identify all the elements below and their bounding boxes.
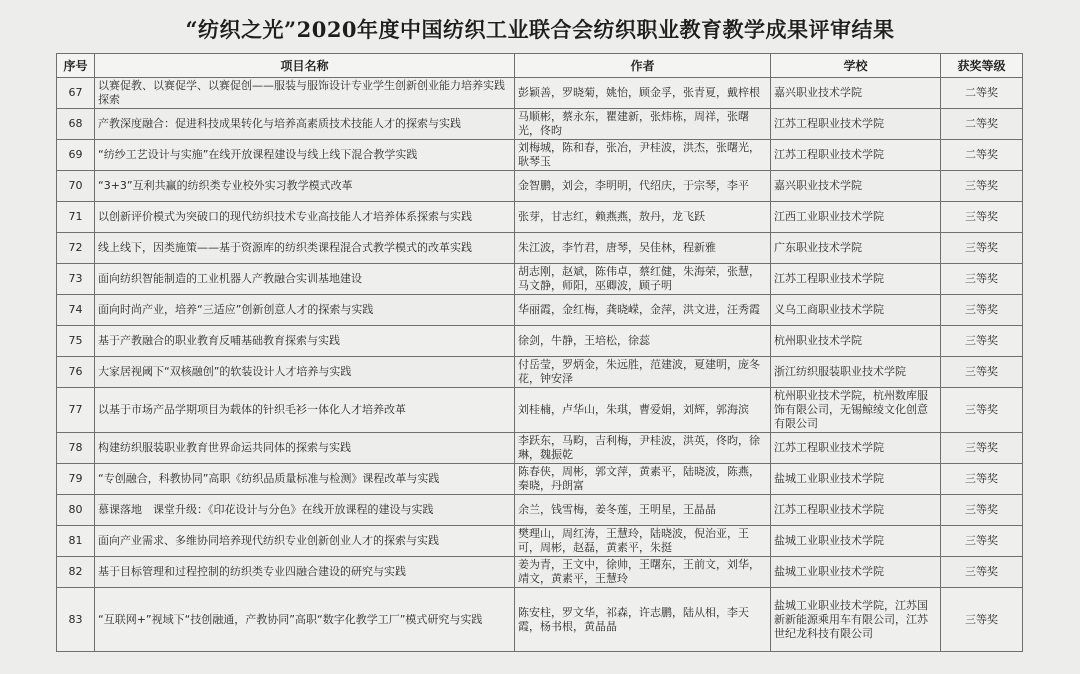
row-author: 金智鹏，刘会，李明明，代绍庆，于宗琴，李平: [515, 171, 771, 202]
row-grade: 三等奖: [941, 433, 1023, 464]
row-school: 盐城工业职业技术学院: [771, 557, 941, 588]
row-grade: 三等奖: [941, 464, 1023, 495]
row-project-name: “互联网+”视域下“技创融通，产教协同”高职“数字化教学工厂”模式研究与实践: [95, 588, 515, 652]
table-body: [57, 78, 1023, 652]
row-author: 陈春侠，周彬，郭文萍，黄素平，陆晓波，陈燕，秦晓，丹朗富: [515, 464, 771, 495]
row-author: 余兰，钱雪梅，姜冬莲，王明星，王晶晶: [515, 495, 771, 526]
row-no: 69: [57, 140, 95, 171]
row-grade: 三等奖: [941, 264, 1023, 295]
row-project-name: 大家居视阈下“双核融创”的软装设计人才培养与实践: [95, 357, 515, 388]
row-school: 江苏工程职业技术学院: [771, 495, 941, 526]
row-school: 江苏工程职业技术学院: [771, 433, 941, 464]
header-author: 作者: [515, 54, 771, 78]
row-grade: 三等奖: [941, 557, 1023, 588]
row-author: 姜为青，王文中，徐帅，王曙东，王前文，刘华，靖文，黄素平，王慧玲: [515, 557, 771, 588]
row-project-name: 基于产教融合的职业教育反哺基础教育探索与实践: [95, 326, 515, 357]
table-row: [57, 171, 1023, 202]
row-no: 80: [57, 495, 95, 526]
row-project-name: 以基于市场产品学期项目为载体的针织毛衫一体化人才培养改革: [95, 388, 515, 433]
table-row: [57, 202, 1023, 233]
row-author: 朱江波，李竹君，唐琴，吴佳林，程新雅: [515, 233, 771, 264]
row-grade: 三等奖: [941, 388, 1023, 433]
row-grade: 三等奖: [941, 326, 1023, 357]
row-grade: 二等奖: [941, 78, 1023, 109]
table-row: [57, 295, 1023, 326]
row-no: 74: [57, 295, 95, 326]
row-grade: 二等奖: [941, 140, 1023, 171]
row-no: 70: [57, 171, 95, 202]
row-school: 杭州职业技术学院，杭州数库服饰有限公司，无锡鲸绫文化创意有限公司: [771, 388, 941, 433]
row-author: 陈安柱，罗文华，祁森，许志鹏，陆从相，李天霞，杨书根，黄晶晶: [515, 588, 771, 652]
row-author: 华丽霞，金红梅，龚晓嵘，金萍，洪文进，汪秀霞: [515, 295, 771, 326]
row-author: 胡志刚，赵斌，陈伟卓，蔡红健，朱海荣，张慧，马文静，师阳，巫卿波，顾子明: [515, 264, 771, 295]
row-grade: 三等奖: [941, 495, 1023, 526]
row-school: 盐城工业职业技术学院，江苏国新新能源乘用车有限公司，江苏世纪龙科技有限公司: [771, 588, 941, 652]
row-grade: 三等奖: [941, 295, 1023, 326]
row-author: 樊理山，周红涛，王慧玲，陆晓波，倪治亚，王可，周彬，赵磊，黄素平，朱挺: [515, 526, 771, 557]
row-project-name: 慕课落地 课堂升级：《印花设计与分色》在线开放课程的建设与实践: [95, 495, 515, 526]
row-no: 75: [57, 326, 95, 357]
row-project-name: 以赛促教、以赛促学、以赛促创——服装与服饰设计专业学生创新创业能力培养实践探索: [95, 78, 515, 109]
row-author: 刘梅城，陈和春，张冶，尹桂波，洪杰，张曙光，耿琴玉: [515, 140, 771, 171]
row-project-name: 产教深度融合：促进科技成果转化与培养高素质技术技能人才的探索与实践: [95, 109, 515, 140]
table-row: [57, 233, 1023, 264]
row-author: 张芽，甘志红，赖燕燕，敖丹，龙飞跃: [515, 202, 771, 233]
row-no: 77: [57, 388, 95, 433]
table-row: [57, 464, 1023, 495]
row-project-name: “3+3”互利共赢的纺织类专业校外实习教学模式改革: [95, 171, 515, 202]
row-grade: 三等奖: [941, 526, 1023, 557]
row-grade: 三等奖: [941, 202, 1023, 233]
table-row: [57, 557, 1023, 588]
table-row: [57, 433, 1023, 464]
row-project-name: 面向产业需求、多维协同培养现代纺织专业创新创业人才的探索与实践: [95, 526, 515, 557]
row-no: 72: [57, 233, 95, 264]
row-author: 马顺彬，蔡永东，瞿建新，张炜栋，周祥，张曙光，佟昀: [515, 109, 771, 140]
header-grade: 获奖等级: [941, 54, 1023, 78]
row-school: 江苏工程职业技术学院: [771, 264, 941, 295]
row-no: 68: [57, 109, 95, 140]
row-school: 盐城工业职业技术学院: [771, 464, 941, 495]
row-project-name: 基于目标管理和过程控制的纺织类专业四融合建设的研究与实践: [95, 557, 515, 588]
row-author: 刘桂楠，卢华山，朱琪，曹爱娟，刘辉，郭海滨: [515, 388, 771, 433]
header-project-name: 项目名称: [95, 54, 515, 78]
header-row: [57, 54, 1023, 78]
row-grade: 二等奖: [941, 109, 1023, 140]
table-row: [57, 526, 1023, 557]
table-header: [57, 54, 1023, 78]
row-no: 79: [57, 464, 95, 495]
row-school: 义乌工商职业技术学院: [771, 295, 941, 326]
row-no: 73: [57, 264, 95, 295]
row-no: 81: [57, 526, 95, 557]
row-project-name: 面向时尚产业，培养“三适应”创新创意人才的探索与实践: [95, 295, 515, 326]
row-school: 江苏工程职业技术学院: [771, 140, 941, 171]
row-project-name: 线上线下，因类施策——基于资源库的纺织类课程混合式教学模式的改革实践: [95, 233, 515, 264]
row-project-name: 以创新评价模式为突破口的现代纺织技术专业高技能人才培养体系探索与实践: [95, 202, 515, 233]
row-no: 71: [57, 202, 95, 233]
row-project-name: “纺纱工艺设计与实施”在线开放课程建设与线上线下混合教学实践: [95, 140, 515, 171]
row-grade: 三等奖: [941, 171, 1023, 202]
row-school: 盐城工业职业技术学院: [771, 526, 941, 557]
table-row: [57, 326, 1023, 357]
table-row: [57, 78, 1023, 109]
table-row: [57, 140, 1023, 171]
row-grade: 三等奖: [941, 233, 1023, 264]
row-author: 李跃东，马畇，吉利梅，尹桂波，洪英，佟昀，徐琳，魏振乾: [515, 433, 771, 464]
row-no: 67: [57, 78, 95, 109]
row-no: 76: [57, 357, 95, 388]
results-table: [56, 53, 1023, 652]
row-school: 杭州职业技术学院: [771, 326, 941, 357]
table-row: [57, 495, 1023, 526]
table-row: [57, 264, 1023, 295]
row-project-name: “专创融合，科教协同”高职《纺织品质量标准与检测》课程改革与实践: [95, 464, 515, 495]
row-project-name: 面向纺织智能制造的工业机器人产教融合实训基地建设: [95, 264, 515, 295]
table-row: [57, 357, 1023, 388]
row-no: 78: [57, 433, 95, 464]
table-row: [57, 388, 1023, 433]
page-title: “纺织之光”2020年度中国纺织工业联合会纺织职业教育教学成果评审结果: [185, 17, 895, 42]
row-school: 嘉兴职业技术学院: [771, 78, 941, 109]
row-school: 江西工业职业技术学院: [771, 202, 941, 233]
row-project-name: 构建纺织服装职业教育世界命运共同体的探索与实践: [95, 433, 515, 464]
row-author: 付岳莹，罗炳金，朱远胜，范建波，夏建明，庞冬花，钟安泽: [515, 357, 771, 388]
row-grade: 三等奖: [941, 588, 1023, 652]
header-school: 学校: [771, 54, 941, 78]
row-school: 嘉兴职业技术学院: [771, 171, 941, 202]
table-row: [57, 109, 1023, 140]
header-no: 序号: [57, 54, 95, 78]
row-grade: 三等奖: [941, 357, 1023, 388]
row-school: 浙江纺织服装职业技术学院: [771, 357, 941, 388]
row-no: 83: [57, 588, 95, 652]
row-school: 广东职业技术学院: [771, 233, 941, 264]
row-author: 彭颖善，罗晓菊，姚怡，顾金孚，张青夏，戴梓根: [515, 78, 771, 109]
row-school: 江苏工程职业技术学院: [771, 109, 941, 140]
row-no: 82: [57, 557, 95, 588]
table-row: [57, 588, 1023, 652]
row-author: 徐剑，牛静，王培松，徐蕊: [515, 326, 771, 357]
